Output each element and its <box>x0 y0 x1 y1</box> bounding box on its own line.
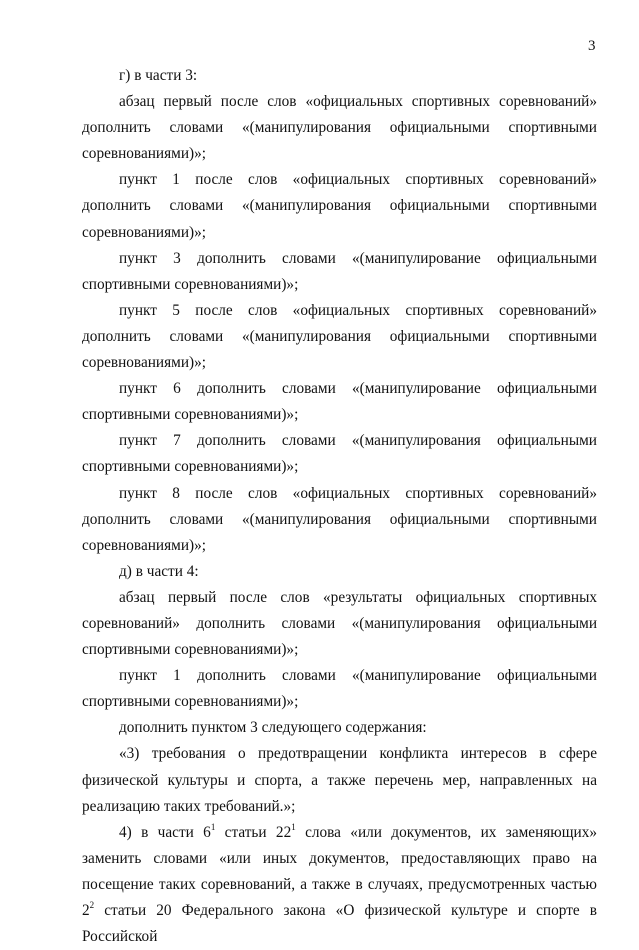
paragraph: пункт 5 после слов «официальных спортивных соревнований» дополнить словами «(манипулирования официальными спортивными соревнованиями)»; <box>82 301 597 372</box>
text-fragment: 4) в части 6 <box>119 823 211 841</box>
paragraph: абзац первый после слов «результаты официальных спортивных соревнований» дополнить словами «(манипулирования официальными спортивными соревнованиями)»; <box>82 588 597 659</box>
paragraph: пункт 1 после слов «официальных спортивных соревнований» дополнить словами «(манипулирования официальными спортивными соревнованиями)»; <box>82 171 597 241</box>
paragraph-item-g: г) в части 3: <box>119 67 198 84</box>
text-fragment: статьи 22 <box>215 823 292 841</box>
paragraph: пункт 6 дополнить словами «(манипулирование официальными спортивными соревнованиями)»; <box>82 380 597 424</box>
paragraph: пункт 3 дополнить словами «(манипулирование официальными спортивными соревнованиями)»; <box>82 249 597 293</box>
superscript: 1 <box>291 821 296 832</box>
paragraph-item-4 <box>82 820 597 950</box>
paragraph: пункт 8 после слов «официальных спортивных соревнований» дополнить словами «(манипулирования официальными спортивными соревнованиями)»; <box>82 484 597 554</box>
text-fragment: статьи 20 Федерального закона «О физической культуре и спорте в Российской <box>82 902 597 946</box>
paragraph-item-d: д) в части 4: <box>119 562 199 580</box>
paragraph: пункт 1 дополнить словами «(манипулирование официальными спортивными соревнованиями)»; <box>82 667 597 711</box>
page-number: 3 <box>588 38 596 54</box>
text-fragment: слова «или документов, их заменяющих» заменить словами «или иных документов, предоставляющих право на посещение таких соревнований, а также в случаях, предусмотренных частью 2 <box>82 823 597 919</box>
paragraph-quote: «3) требования о предотвращении конфликта интересов в сфере физической культуры и спорта, а также перечень мер, направленных на реализацию таких требований.»; <box>82 745 597 815</box>
superscript: 2 <box>89 899 95 910</box>
paragraph: пункт 7 дополнить словами «(манипулирования официальными спортивными соревнованиями)»; <box>82 432 597 476</box>
paragraph: дополнить пунктом 3 следующего содержания: <box>119 719 427 737</box>
superscript: 1 <box>210 821 216 832</box>
paragraph: абзац первый после слов «официальных спортивных соревнований» дополнить словами «(манипулирования официальными спортивными соревнованиями)»; <box>82 93 597 163</box>
document-body <box>82 63 597 950</box>
